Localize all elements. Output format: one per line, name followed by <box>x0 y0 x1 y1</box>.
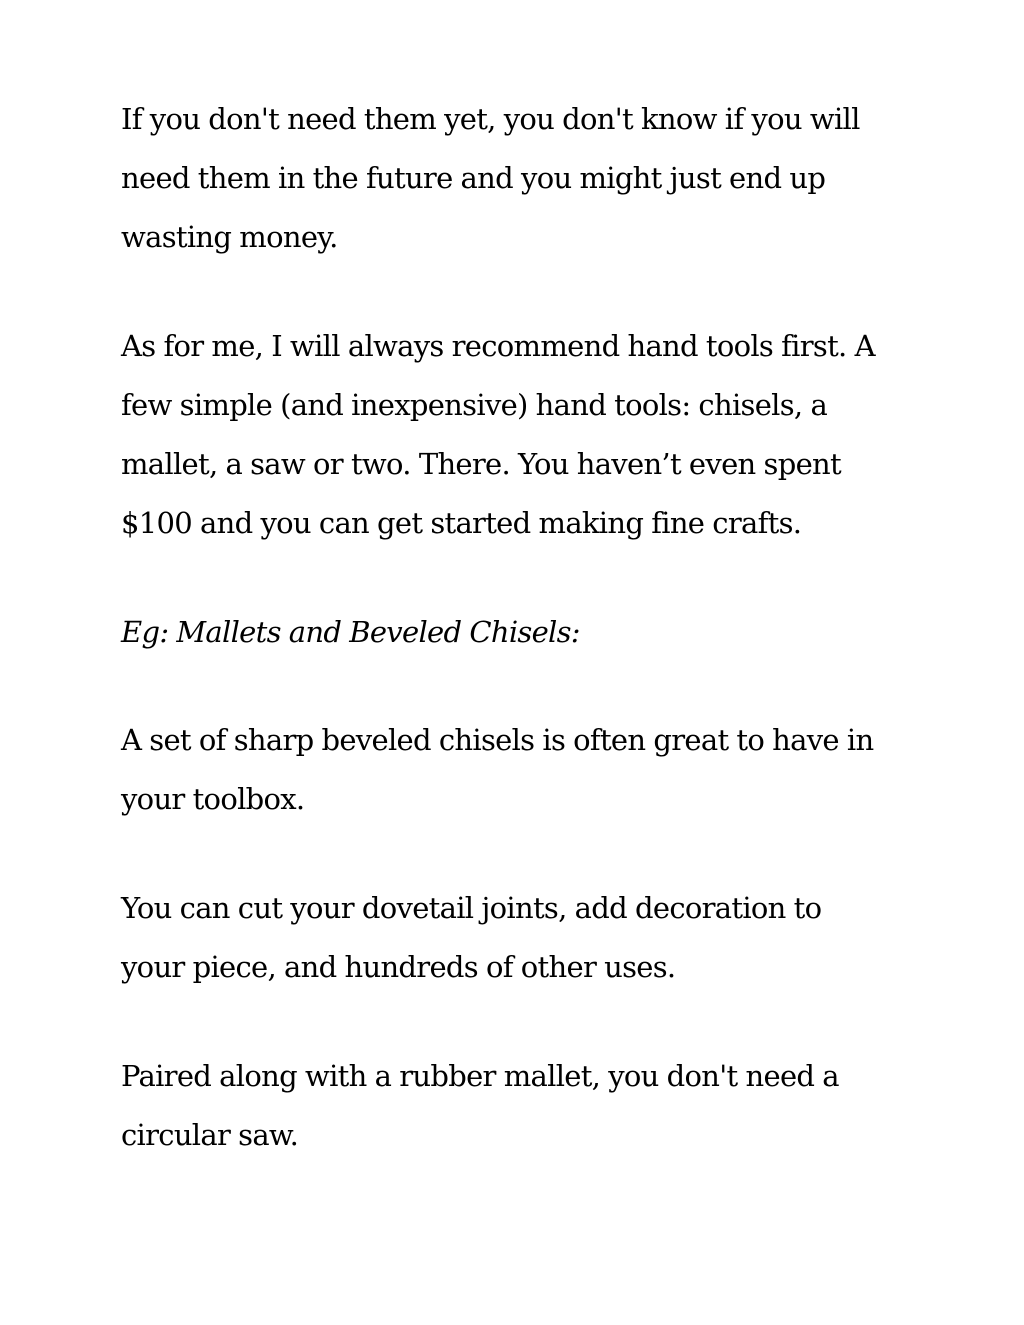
text-line: circular saw. <box>121 1118 299 1152</box>
text-line: You can cut your dovetail joints, add decoration to <box>121 891 822 925</box>
text-line: mallet, a saw or two. There. You haven’t even spent <box>121 447 841 481</box>
text-line: A set of sharp beveled chisels is often great to have in <box>121 723 874 757</box>
text-line: need them in the future and you might just end up <box>121 161 826 195</box>
text-line: few simple (and inexpensive) hand tools: chisels, a <box>121 388 828 422</box>
text-line: Paired along with a rubber mallet, you don't need a <box>121 1059 839 1093</box>
text-line: your toolbox. <box>121 782 305 816</box>
example-heading: Eg: Mallets and Beveled Chisels: <box>121 615 580 649</box>
text-line: If you don't need them yet, you don't know if you will <box>121 102 860 136</box>
text-line: wasting money. <box>121 220 338 254</box>
text-line: As for me, I will always recommend hand tools first. A <box>121 329 875 363</box>
text-line: $100 and you can get started making fine crafts. <box>121 506 802 540</box>
text-line: your piece, and hundreds of other uses. <box>121 950 676 984</box>
